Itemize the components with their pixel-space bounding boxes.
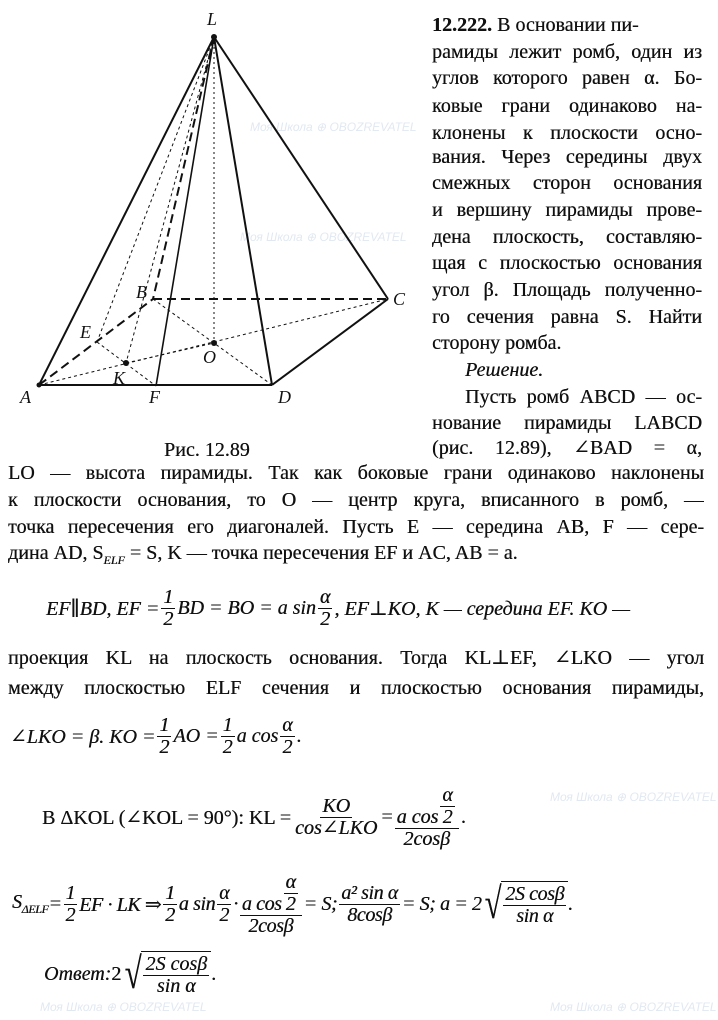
label-B: B (136, 282, 147, 302)
problem-line: го сечения равна S. Найти (432, 306, 702, 328)
problem-number: 12.222. (432, 14, 492, 36)
sqrt-icon: √ $\frac{\text{2S cosβ}}{\text{sin α}}$ (481, 881, 568, 927)
problem-line: щая с плоскостью основания (432, 252, 702, 274)
point-O (211, 340, 217, 346)
segment-LK (126, 37, 214, 363)
label-D: D (278, 387, 291, 407)
point-K (123, 360, 129, 366)
formula-ef: EF∥BD, EF = $\frac{1}{2}$ BD = BO = a sin $\frac{\alpha}{2}$ , EF⊥KO, K — середина EF. KO — (46, 585, 630, 630)
label-A: A (20, 387, 31, 407)
label-O: O (203, 347, 216, 367)
problem-line: углов которого равен α. Бо- (432, 67, 702, 89)
problem-line: 12.222. В основании пи- (432, 14, 639, 36)
edge-DC (272, 299, 388, 385)
solution-line: между плоскостью ELF сечения и плоскостью основания пирамиды, (8, 677, 704, 699)
point-A (37, 383, 42, 388)
label-L: L (207, 9, 218, 29)
problem-line: рамиды лежит ромб, один из (432, 41, 702, 63)
problem-line: вания. Через середины двух (432, 146, 702, 168)
label-E: E (80, 322, 91, 342)
problem-line: смежных сторон основания (432, 172, 702, 194)
watermark: Моя Школа ⊕ OBOZREVATEL (250, 120, 417, 134)
answer-label: Ответ: (44, 962, 112, 985)
watermark: Моя Школа ⊕ OBOZREVATEL (40, 1000, 207, 1014)
segment-LE (97, 37, 214, 342)
solution-line: LO — высота пирамиды. Так как боковые грани одинаково наклонены (8, 462, 704, 484)
formula-ko: ∠LKO = β. KO = $\frac{1}{2}$ AO = $\frac{1}{2}$ a cos $\frac{\alpha}{2}$ . (10, 713, 302, 758)
problem-line: дена плоскость, составляю- (432, 226, 702, 248)
watermark: Моя Школа ⊕ OBOZREVATEL (240, 230, 407, 244)
problem-line: клонены к плоскости осно- (432, 122, 702, 144)
answer: Ответ: 2 √ $\frac{\text{2S cosβ}}{\text{sin α}}$ . (44, 949, 217, 998)
edge-LF (156, 37, 214, 386)
solution-line: проекция KL на плоскость основания. Тогда KL⊥EF, ∠LKO — угол (8, 647, 704, 669)
formula-area: $S_{\Delta ELF}$ = $\frac{1}{2}$ EF · LK ⇒ $\frac{1}{2}$ a sin $\frac{\alpha}{2}$ · a cos $\frac{\alpha}{2}$ 2cosβ = S; $\frac{\text{a² sin α}}{8\cos\beta}$ = S; a = 2 √ $\frac{\text{2S cosβ}}{\text{sin α}}$ . (12, 870, 573, 937)
edge-LD (214, 37, 272, 385)
solution-line: дина AD, $S_{ELF} = S$, K — точка пересечения EF и AC, AB = a. (8, 542, 518, 567)
label-F: F (149, 387, 160, 407)
solution-line: к плоскости основания, то O — центр круга, вписанного в ромб, — (8, 489, 704, 511)
solution-line: нование пирамиды LABCD (432, 412, 702, 434)
watermark: Моя Школа ⊕ OBOZREVATEL (550, 790, 717, 804)
label-K: K (113, 368, 126, 388)
problem-line: угол β. Площадь полученно- (432, 279, 702, 301)
watermark: Моя Школа ⊕ OBOZREVATEL (550, 1000, 717, 1014)
problem-line: сторону ромба. (432, 332, 562, 354)
edge-LC (214, 37, 388, 299)
formula-kl: В ΔKOL (∠KOL = 90°): KL = $\frac{KO}{\text{cos∠LKO}}$ = a cos $\frac{\alpha}{2}$ 2cosβ . (42, 783, 466, 850)
edge-AB (39, 299, 153, 388)
edge-LB (153, 37, 214, 299)
figure-caption: Рис. 12.89 (164, 439, 250, 461)
solution-line: Пусть ромб ABCD — ос- (465, 386, 702, 408)
point-L (211, 34, 217, 40)
solution-line: точка пересечения его диагоналей. Пусть E — середина AB, F — сере- (8, 516, 704, 538)
edge-LA (39, 37, 214, 388)
solution-label: Решение. (465, 359, 544, 381)
solution-line: (рис. 12.89), ∠BAD = α, (432, 437, 702, 459)
problem-line: и вершину пирамиды прове- (432, 199, 702, 221)
problem-line: ковые грани одинаково на- (432, 95, 702, 117)
sqrt-icon: √ $\frac{\text{2S cosβ}}{\text{sin α}}$ (121, 951, 211, 997)
label-C: C (393, 289, 406, 309)
